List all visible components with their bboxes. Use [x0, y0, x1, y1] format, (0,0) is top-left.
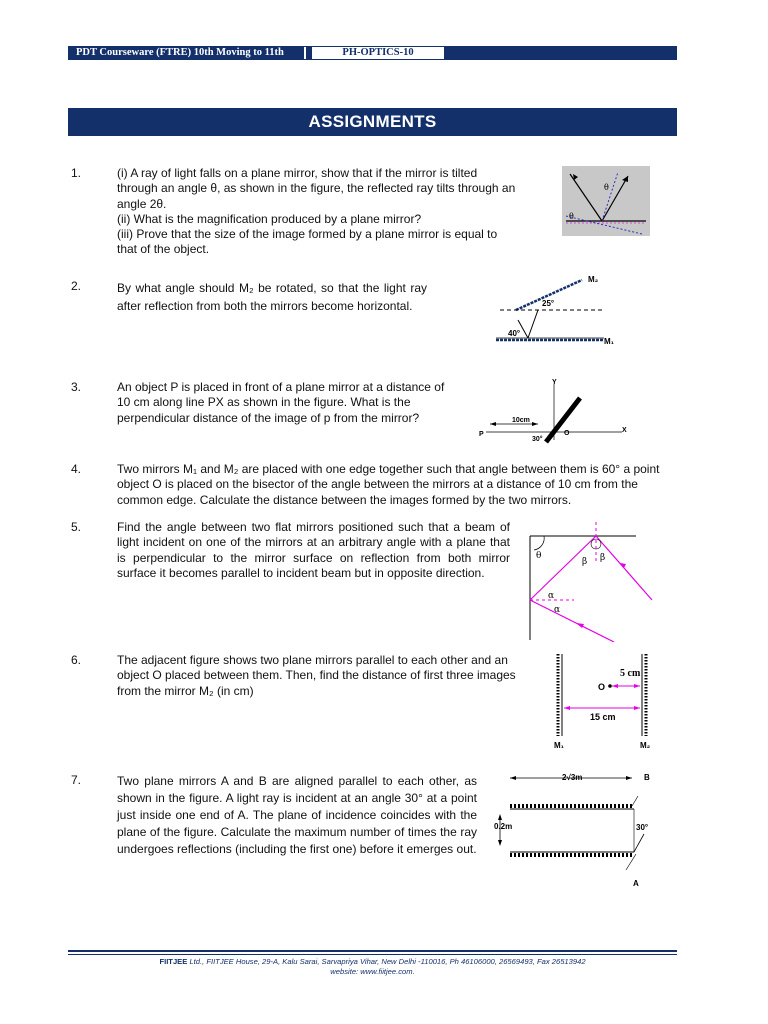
q1-line: (i) A ray of light falls on a plane mirror, show that if the mirror is tilted [117, 166, 478, 180]
figure-angle-mirrors-q5 [514, 520, 656, 642]
fig5-alpha-bottom: α [554, 605, 561, 615]
header-bar [68, 46, 677, 60]
figure-parallel-mirrors-q6 [550, 652, 660, 756]
question-3-number: 3. [71, 380, 82, 394]
fig3-distance: 10cm [512, 417, 530, 424]
fig3-x-label: X [622, 427, 627, 434]
figure-tilted-mirror [562, 166, 650, 236]
footer-company: FIITJEE [159, 957, 188, 966]
question-4-number: 4. [71, 462, 82, 476]
figure-mirrors-ab-q7 [492, 768, 660, 892]
fig6-15cm: 15 cm [590, 712, 616, 722]
figure-mirror-object-q3 [476, 376, 636, 446]
fig6-m1-label: M₁ [554, 741, 564, 750]
fig5-theta: θ [536, 551, 542, 561]
question-1-number: 1. [71, 166, 82, 180]
question-5-number: 5. [71, 520, 82, 534]
question-2-number: 2. [71, 279, 82, 293]
fig2-m2-label: M₂ [588, 275, 599, 284]
fig1-theta-bottom: θ [569, 212, 574, 221]
question-6-text: The adjacent figure shows two plane mirrors parallel to each other and an object O placed between them. Then, find the distance of first three images from the mirror M₂ (in cm) [117, 653, 516, 698]
question-7-text: Two plane mirrors A and B are aligned parallel to each other, as shown in the figure. A light ray is incident at an angle 30° at a point just inside one end of A. The plane of incidence coincides with the plane of the figure. Calculate the maximum number of times the ray undergoes reflections (including the first one) before it emerges out. [117, 774, 477, 856]
question-3-text: An object P is placed in front of a plane mirror at a distance of 10 cm along line PX as shown in the figure. What is the perpendicular distance of the image of p from the mirror? [117, 380, 445, 425]
fig3-p-label: P [479, 431, 484, 438]
footer-website: website: www.fiitjee.com. [330, 967, 415, 976]
fig7-a-label: A [633, 879, 639, 888]
question-7-number: 7. [71, 773, 82, 787]
question-4-text: Two mirrors M₁ and M₂ are placed with one edge together such that angle between them is 60° a point object O is placed on the bisector of the angle between the mirrors at a distance of 10 cm from the common edge. Calculate the distance between the images formed by the two mirrors. [117, 462, 660, 507]
question-2-text: By what angle should M₂ be rotated, so that the light ray after reflection from both the mirrors become horizontal. [117, 281, 427, 313]
fig6-5cm: 5 cm [620, 668, 641, 679]
footer-rule-thin [68, 954, 677, 955]
question-5-text: Find the angle between two flat mirrors positioned such that a beam of light incident on one of the mirrors at an arbitrary angle with a plane that is perpendicular to the mirror surface on reflection from both mirror surface it becomes parallel to incident beam but in opposite direction. [117, 520, 510, 580]
footer-address: Ltd., FIITJEE House, 29-A, Kalu Sarai, Sarvapriya Vihar, New Delhi -110016, Ph 46106000, 26569493, Fax 26513942 [189, 957, 586, 966]
header-separator [304, 47, 306, 59]
q1-line: through an angle θ, as shown in the figure, the reflected ray tilts through an [117, 181, 516, 196]
fig2-angle-40: 40° [508, 329, 521, 338]
fig6-o-label: O [598, 682, 606, 692]
question-6-number: 6. [71, 653, 82, 667]
footer [68, 957, 677, 977]
fig3-angle: 30° [532, 436, 543, 443]
fig3-y-label: Y [552, 379, 557, 386]
q1-line: that of the object. [117, 242, 210, 257]
fig1-theta-top: θ [604, 183, 609, 192]
fig6-m2-label: M₂ [640, 741, 651, 750]
fig2-angle-25: 25° [542, 299, 555, 308]
fig5-beta-right: β [600, 553, 606, 563]
fig7-gap: 0.2m [494, 822, 513, 831]
fig7-angle: 30° [636, 823, 649, 832]
fig7-b-label: B [644, 773, 650, 782]
header-course: PDT Courseware (FTRE) 10th Moving to 11th [76, 47, 284, 58]
footer-rule-thick [68, 950, 677, 952]
question-1-text [117, 166, 557, 258]
fig5-beta-left: β [582, 557, 588, 567]
q1-line: angle 2θ. [117, 196, 167, 211]
header-code: PH-OPTICS-10 [312, 47, 444, 59]
fig2-m1-label: M₁ [604, 337, 614, 346]
fig5-alpha-top: α [548, 591, 555, 601]
fig3-o-label: O [564, 430, 570, 437]
q1-line: (ii) What is the magnification produced by a plane mirror? [117, 211, 422, 226]
figure-two-mirrors-q2 [496, 272, 618, 348]
q1-line: (iii) Prove that the size of the image formed by a plane mirror is equal to [117, 227, 498, 242]
fig7-length: 2√3m [562, 773, 583, 782]
page-title: ASSIGNMENTS [68, 108, 677, 136]
